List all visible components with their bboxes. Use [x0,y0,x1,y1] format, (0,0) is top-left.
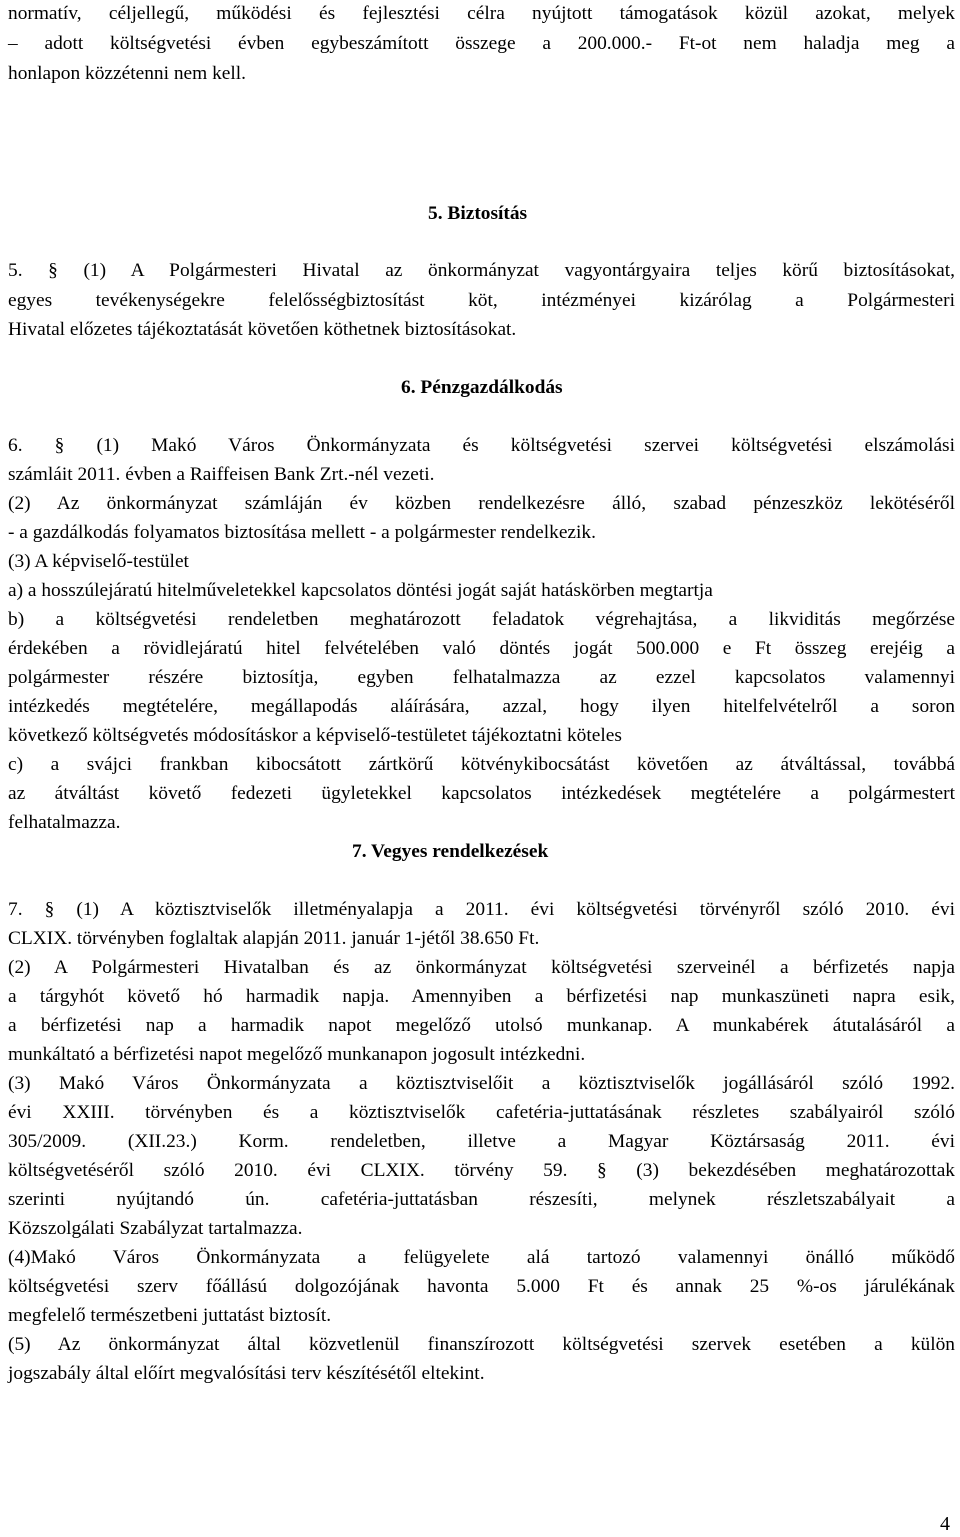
body-line: honlapon közzétenni nem kell. [8,63,246,84]
body-line: költségvetési szerv főállású dolgozójának havonta 5.000 Ft és annak 25 %-os járulékának [8,1276,955,1297]
body-line: munkáltató a bérfizetési napot megelőző munkanapon jogosult intézkedni. [8,1044,586,1065]
section-heading: 6. Pénzgazdálkodás [401,377,563,398]
body-line: az átváltást követő fedezeti ügyletekkel kapcsolatos intézkedések megtételére a polgármestert [8,783,955,804]
body-line: CLXIX. törvényben foglaltak alapján 2011. január 1-jétől 38.650 Ft. [8,928,540,949]
body-line: - a gazdálkodás folyamatos biztosítása mellett - a polgármester rendelkezik. [8,522,596,543]
body-line: 5. § (1) A Polgármesteri Hivatal az önkormányzat vagyontárgyaira teljes körű biztosításokat, [8,260,955,281]
body-line: b) a költségvetési rendeletben meghatározott feladatok végrehajtása, a likviditás megőrzése [8,609,955,630]
body-line: a tárgyhót követő hó harmadik napja. Amennyiben a bérfizetési nap munkaszüneti napra esik, [8,986,955,1007]
body-line: (4)Makó Város Önkormányzata a felügyelete alá tartozó valamennyi önálló működő [8,1247,955,1268]
body-line: Hivatal előzetes tájékoztatását követően köthetnek biztosításokat. [8,319,517,340]
body-line: (3) A képviselő-testület [8,551,189,572]
body-line: következő költségvetés módosításkor a képviselő-testületet tájékoztatni köteles [8,725,622,746]
body-line: c) a svájci frankban kibocsátott zártkörű kötvénykibocsátást követően az átváltással, továbbá [8,754,955,775]
body-line: számláit 2011. évben a Raiffeisen Bank Zrt.-nél vezeti. [8,464,435,485]
body-line: jogszabály által előírt megvalósítási terv készítésétől eltekint. [8,1363,485,1384]
body-line: 6. § (1) Makó Város Önkormányzata és költségvetési szervei költségvetési elszámolási [8,435,955,456]
body-line: 7. § (1) A köztisztviselők illetményalapja a 2011. évi költségvetési törvényről szóló 2010. évi [8,899,955,920]
body-line: szerinti nyújtandó ún. cafetéria-juttatásban részesíti, melynek részletszabályait a [8,1189,955,1210]
page-number: 4 [940,1513,950,1535]
body-line: felhatalmazza. [8,812,121,833]
body-line: egyes tevékenységekre felelősségbiztosítást köt, intézményei kizárólag a Polgármesteri [8,290,955,311]
section-heading: 7. Vegyes rendelkezések [352,841,549,862]
body-line: költségvetéséről szóló 2010. évi CLXIX. törvény 59. § (3) bekezdésében meghatározottak [8,1160,955,1181]
body-line: (2) Az önkormányzat számláján év közben rendelkezésre álló, szabad pénzeszköz lekötéséről [8,493,955,514]
body-line: a bérfizetési nap a harmadik napot megelőző utolsó munkanap. A munkabérek átutalásáról a [8,1015,955,1036]
body-line: (2) A Polgármesteri Hivatalban és az önkormányzat költségvetési szerveinél a bérfizetés napja [8,957,955,978]
body-line: érdekében a rövidlejáratú hitel felvételében való döntés jogát 500.000 e Ft összeg erejéig a [8,638,955,659]
body-line: megfelelő természetbeni juttatást biztosít. [8,1305,332,1326]
section-heading: 5. Biztosítás [428,203,528,224]
body-line: normatív, céljellegű, működési és fejlesztési célra nyújtott támogatások közül azokat, melyek [8,3,955,24]
body-line: – adott költségvetési évben egybeszámított összege a 200.000.- Ft-ot nem haladja meg a [8,33,955,54]
body-line: évi XXIII. törvényben és a köztisztviselők cafetéria-juttatásának részletes szabályairól szóló [8,1102,955,1123]
body-line: (3) Makó Város Önkormányzata a köztisztviselőit a köztisztviselők jogállásáról szóló 1992. [8,1073,955,1094]
body-line: a) a hosszúlejáratú hitelműveletekkel kapcsolatos döntési jogát saját hatáskörben megtartja [8,580,713,601]
body-line: Közszolgálati Szabályzat tartalmazza. [8,1218,303,1239]
body-line: 305/2009. (XII.23.) Korm. rendeletben, illetve a Magyar Köztársaság 2011. évi [8,1131,955,1152]
body-line: intézkedés megtételére, megállapodás aláírására, azzal, hogy ilyen hitelfelvételről a soron [8,696,955,717]
body-line: (5) Az önkormányzat által közvetlenül finanszírozott költségvetési szervek esetében a külön [8,1334,955,1355]
body-line: polgármester részére biztosítja, egyben felhatalmazza az ezzel kapcsolatos valamennyi [8,667,955,688]
